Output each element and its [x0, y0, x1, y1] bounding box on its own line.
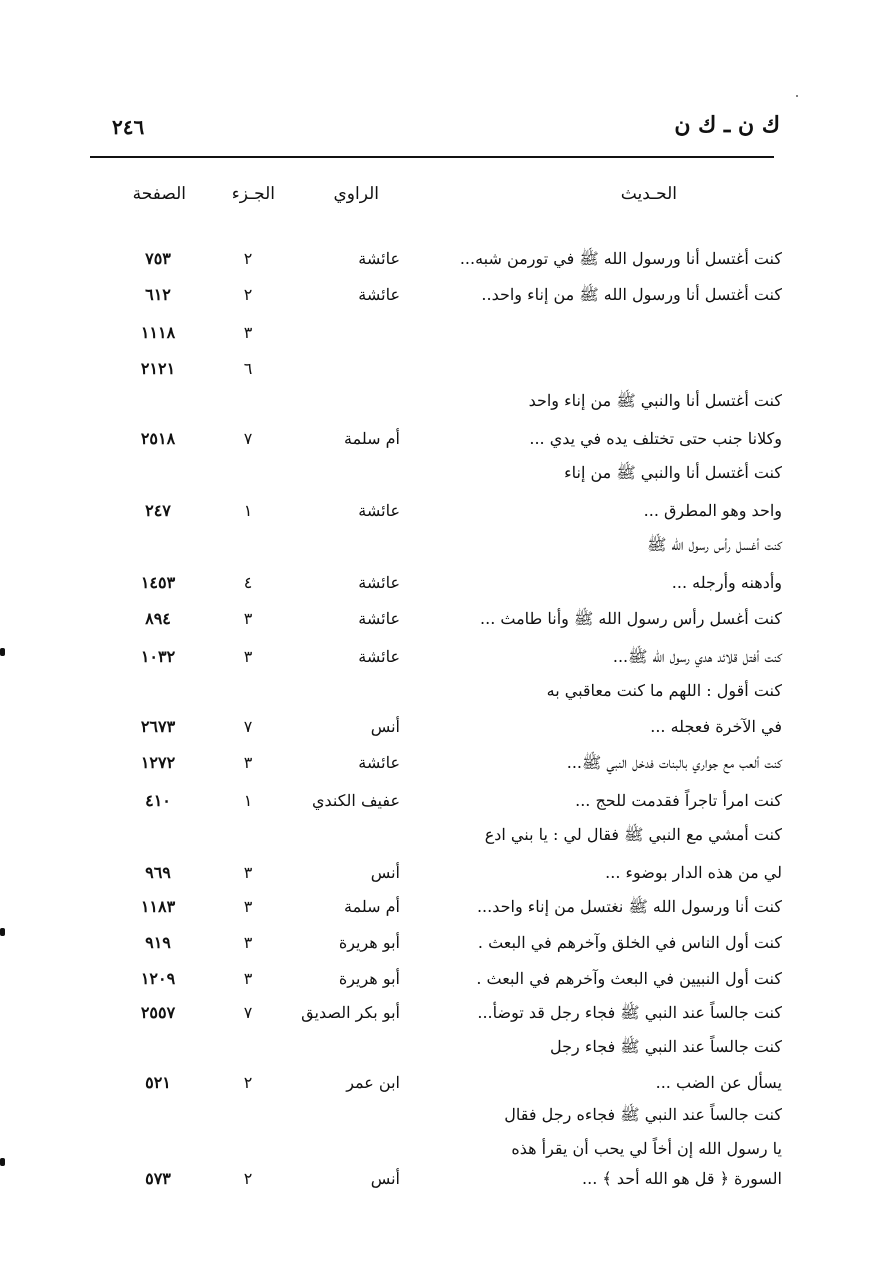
- page-cell: ٢٦٧٣: [140, 717, 176, 736]
- volume-cell: ٣: [243, 323, 253, 342]
- page-cell: ٦١٢: [145, 285, 171, 304]
- hadith-text: في الآخرة فعجله ...: [650, 717, 782, 736]
- hadith-text: كنت أول النبيين في البعث وآخرهم في البعث .: [476, 969, 782, 988]
- hadith-text: لي من هذه الدار بوضوء ...: [605, 863, 782, 882]
- print-speck: [796, 95, 798, 97]
- page-cell: ١١١٨: [140, 323, 176, 342]
- table-row: [0, 856, 892, 890]
- volume-cell: ٣: [243, 863, 253, 882]
- volume-cell: ٢: [243, 1169, 253, 1188]
- volume-cell: ٣: [243, 609, 253, 628]
- hadith-text: كنت أغتسل أنا والنبي ﷺ من إناء واحد: [528, 391, 782, 410]
- page-cell: ٨٩٤: [145, 609, 171, 628]
- table-row: [0, 1162, 892, 1196]
- running-head: ك ن ـ ك ن: [674, 112, 780, 138]
- volume-cell: ٧: [243, 429, 253, 448]
- narrator-cell: ابن عمر: [346, 1073, 400, 1092]
- volume-cell: ٧: [243, 1003, 253, 1022]
- volume-cell: ٢: [243, 1073, 253, 1092]
- table-row: [0, 528, 892, 562]
- table-row: [0, 566, 892, 600]
- volume-cell: ٦: [243, 359, 253, 378]
- volume-cell: ٣: [243, 933, 253, 952]
- table-row: [0, 1098, 892, 1132]
- table-row: [0, 818, 892, 852]
- narrator-cell: أبو هريرة: [338, 969, 400, 988]
- narrator-cell: عائشة: [358, 285, 400, 304]
- narrator-cell: أم سلمة: [344, 897, 400, 916]
- narrator-cell: عائشة: [358, 501, 400, 520]
- page-cell: ٢٥٥٧: [140, 1003, 176, 1022]
- narrator-cell: عفيف الكندي: [311, 791, 400, 810]
- hadith-text: وكلانا جنب حتى تختلف يده في يدي ...: [529, 429, 782, 448]
- hadith-text: كنت امرأ تاجراً فقدمت للحج ...: [575, 791, 782, 810]
- scan-edge-mark: [0, 928, 5, 936]
- page-cell: ٢١٢١: [140, 359, 176, 378]
- hadith-text: كنت أغتسل أنا والنبي ﷺ من إناء: [564, 463, 782, 482]
- volume-cell: ١: [243, 791, 253, 810]
- table-row: [0, 674, 892, 708]
- narrator-cell: أبو بكر الصديق: [301, 1003, 400, 1022]
- column-header-juz: الجـزء: [231, 184, 275, 204]
- narrator-cell: عائشة: [358, 647, 400, 666]
- hadith-text: كنت أنا ورسول الله ﷺ نغتسل من إناء واحد...: [476, 897, 782, 916]
- column-header-hadith: الحـديث: [620, 184, 677, 204]
- volume-cell: ١: [243, 501, 253, 520]
- hadith-text: وأدهنه وأرجله ...: [671, 573, 782, 592]
- table-row: [0, 242, 892, 276]
- hadith-text: كنت أفتل قلائد هدي رسول الله ﷺ...: [612, 647, 782, 666]
- table-row: [0, 494, 892, 528]
- table-row: [0, 316, 892, 350]
- table-row: [0, 602, 892, 636]
- table-row: [0, 456, 892, 490]
- page-cell: ٢٥١٨: [140, 429, 176, 448]
- hadith-text: كنت ألعب مع جواري بالبنات فدخل النبي ﷺ...: [566, 753, 782, 772]
- table-row: [0, 710, 892, 744]
- column-header-page: الصفحة: [132, 184, 186, 204]
- volume-cell: ٢: [243, 285, 253, 304]
- table-row: [0, 784, 892, 818]
- table-row: [0, 996, 892, 1030]
- narrator-cell: أنس: [370, 1169, 400, 1188]
- page-cell: ٢٤٧: [145, 501, 171, 520]
- page-cell: ١٢٧٢: [140, 753, 176, 772]
- narrator-cell: أنس: [370, 863, 400, 882]
- volume-cell: ٣: [243, 897, 253, 916]
- page-cell: ١١٨٣: [140, 897, 176, 916]
- page-cell: ٩٦٩: [145, 863, 171, 882]
- hadith-text: كنت أول الناس في الخلق وآخرهم في البعث .: [477, 933, 782, 952]
- hadith-text: كنت أمشي مع النبي ﷺ فقال لي : يا بني ادع: [484, 825, 782, 844]
- table-row: [0, 640, 892, 674]
- volume-cell: ٣: [243, 969, 253, 988]
- hadith-text: كنت جالساً عند النبي ﷺ فجاء رجل قد توضأ...: [477, 1003, 782, 1022]
- hadith-text: كنت أغسل رأس رسول الله ﷺ وأنا طامث ...: [480, 609, 782, 628]
- volume-cell: ٧: [243, 717, 253, 736]
- narrator-cell: أبو هريرة: [338, 933, 400, 952]
- hadith-text: كنت جالساً عند النبي ﷺ فجاءه رجل فقال: [504, 1105, 782, 1124]
- table-row: [0, 962, 892, 996]
- table-row: [0, 422, 892, 456]
- narrator-cell: عائشة: [358, 249, 400, 268]
- table-row: [0, 352, 892, 386]
- narrator-cell: أم سلمة: [344, 429, 400, 448]
- column-header-rawi: الراوي: [333, 184, 379, 204]
- page-cell: ١٤٥٣: [140, 573, 176, 592]
- page-cell: ٥٢١: [145, 1073, 171, 1092]
- table-row: [0, 926, 892, 960]
- hadith-text: واحد وهو المطرق ...: [643, 501, 782, 520]
- volume-cell: ٢: [243, 249, 253, 268]
- page-cell: ٩١٩: [145, 933, 171, 952]
- table-row: [0, 746, 892, 780]
- hadith-text: كنت أقول : اللهم ما كنت معاقبي به: [546, 681, 782, 700]
- page-cell: ١٠٣٢: [140, 647, 176, 666]
- table-row: [0, 384, 892, 418]
- hadith-text: كنت أغتسل أنا ورسول الله ﷺ من إناء واحد..: [481, 285, 782, 304]
- hadith-text: السورة ﴿ قل هو الله أحد ﴾ ...: [582, 1169, 782, 1188]
- hadith-text: كنت أغتسل أنا ورسول الله ﷺ في تورمن شبه...: [459, 249, 782, 268]
- narrator-cell: عائشة: [358, 573, 400, 592]
- page-cell: ١٢٠٩: [140, 969, 176, 988]
- volume-cell: ٤: [243, 573, 253, 592]
- narrator-cell: عائشة: [358, 609, 400, 628]
- table-row: [0, 1066, 892, 1100]
- table-row: [0, 890, 892, 924]
- volume-cell: ٣: [243, 753, 253, 772]
- table-row: [0, 1030, 892, 1064]
- hadith-text: يا رسول الله إن أخاً لي يحب أن يقرأ هذه: [511, 1139, 782, 1158]
- volume-cell: ٣: [243, 647, 253, 666]
- table-row: [0, 278, 892, 312]
- table-row: [0, 1132, 892, 1166]
- page-number: ٢٤٦: [112, 115, 145, 139]
- page-cell: ٤١٠: [145, 791, 171, 810]
- page-cell: ٥٧٣: [145, 1169, 171, 1188]
- hadith-text: كنت جالساً عند النبي ﷺ فجاء رجل: [550, 1037, 782, 1056]
- scan-edge-mark: [0, 1158, 5, 1166]
- narrator-cell: عائشة: [358, 753, 400, 772]
- narrator-cell: أنس: [370, 717, 400, 736]
- hadith-text: يسأل عن الضب ...: [655, 1073, 782, 1092]
- scan-edge-mark: [0, 648, 5, 656]
- hadith-text: كنت أغسل رأس رسول الله ﷺ: [647, 535, 782, 554]
- header-rule: [90, 156, 774, 158]
- page-cell: ٧٥٣: [145, 249, 171, 268]
